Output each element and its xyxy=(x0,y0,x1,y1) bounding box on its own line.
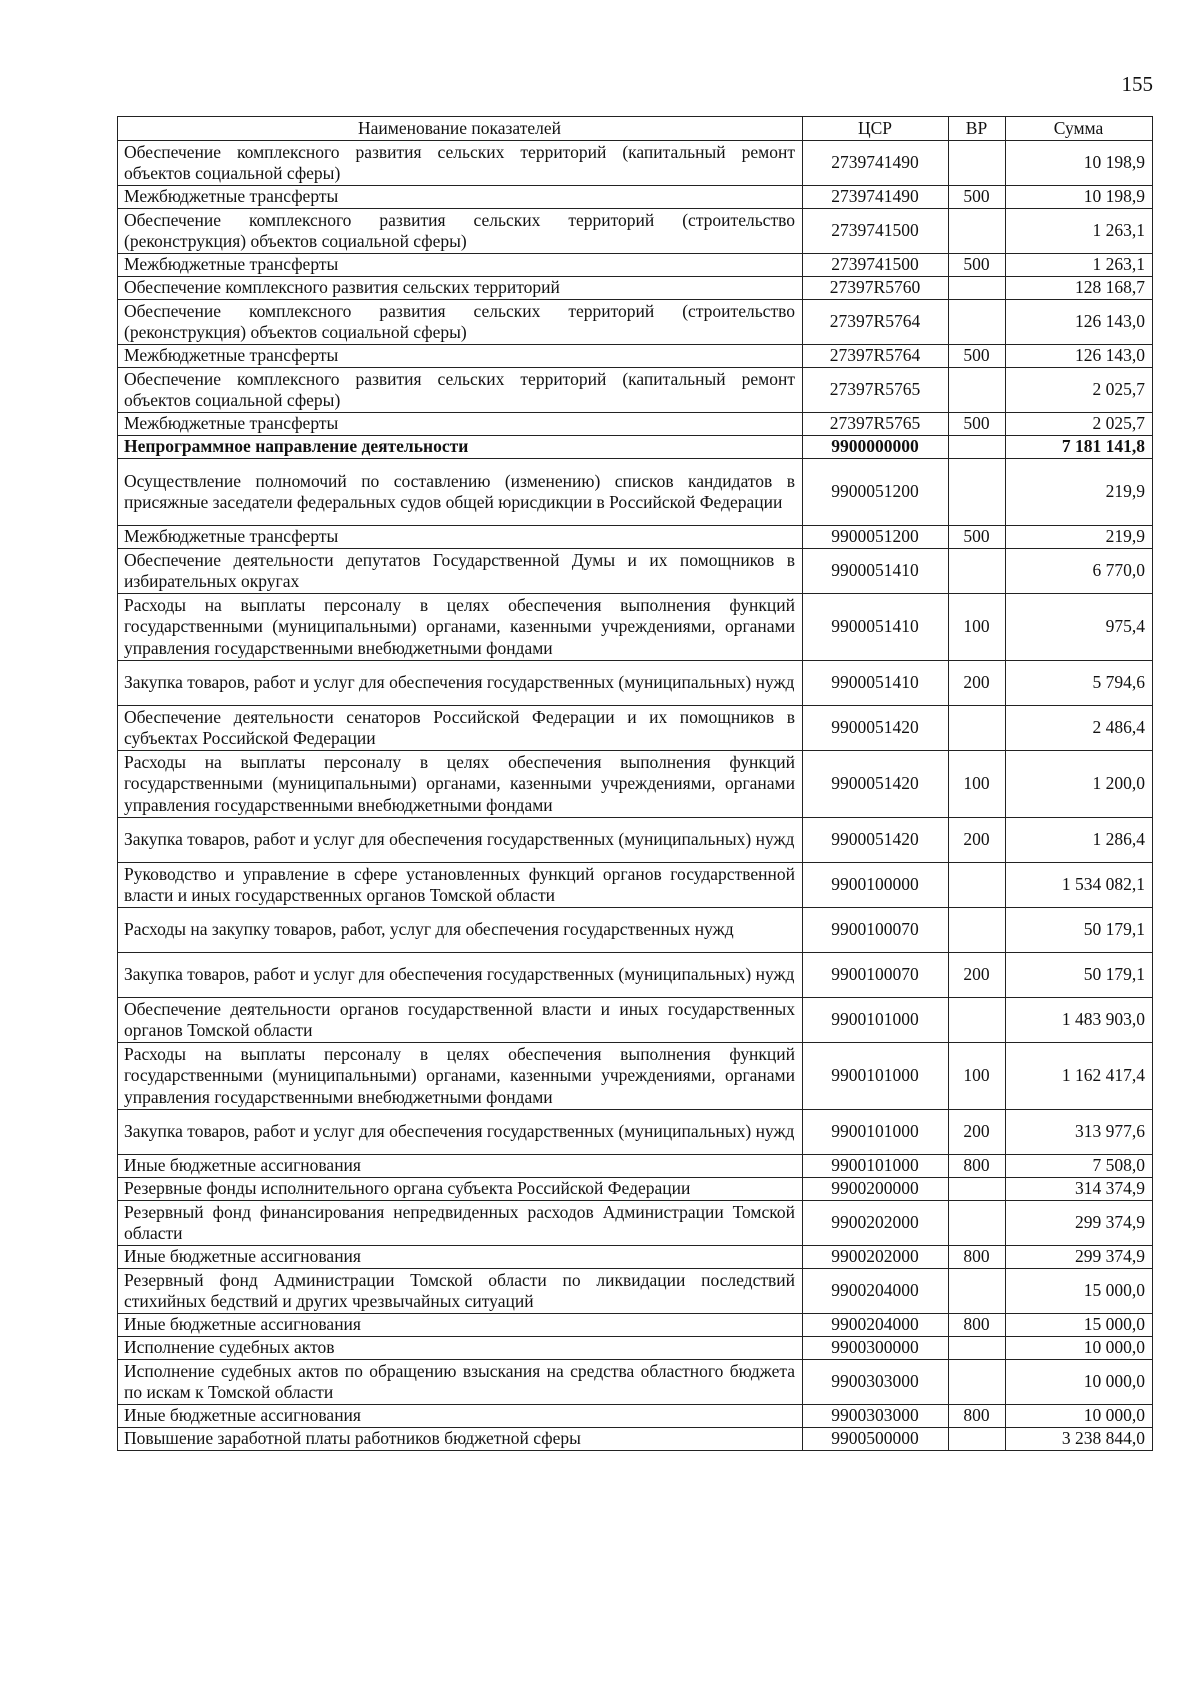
row-name-cell: Иные бюджетные ассигнования xyxy=(118,1314,803,1337)
row-sum-cell: 314 374,9 xyxy=(1006,1178,1153,1201)
table-row xyxy=(118,1269,1153,1314)
row-sum-cell: 128 168,7 xyxy=(1006,277,1153,300)
row-name-cell: Межбюджетные трансферты xyxy=(118,254,803,277)
row-name-cell: Обеспечение комплексного развития сельских территорий xyxy=(118,277,803,300)
table-row xyxy=(118,141,1153,186)
row-name-cell: Межбюджетные трансферты xyxy=(118,526,803,549)
row-sum-cell: 1 286,4 xyxy=(1006,818,1153,863)
row-sum-cell: 7 508,0 xyxy=(1006,1155,1153,1178)
row-name-cell: Исполнение судебных актов по обращению взыскания на средства областного бюджета по искам к Томской области xyxy=(118,1360,803,1405)
row-sum-cell: 10 198,9 xyxy=(1006,141,1153,186)
row-csr-cell: 2739741490 xyxy=(803,186,949,209)
table-row xyxy=(118,526,1153,549)
row-vr-cell: 200 xyxy=(949,661,1006,706)
row-csr-cell: 9900051200 xyxy=(803,526,949,549)
row-name-cell: Осуществление полномочий по составлению (изменению) списков кандидатов в присяжные заседатели федеральных судов общей юрисдикции в Российской Федерации xyxy=(118,459,803,526)
row-csr-cell: 9900101000 xyxy=(803,1110,949,1155)
table-row xyxy=(118,1110,1153,1155)
row-csr-cell: 9900051410 xyxy=(803,661,949,706)
row-name-cell: Непрограммное направление деятельности xyxy=(118,436,803,459)
row-csr-cell: 9900051200 xyxy=(803,459,949,526)
row-vr-cell xyxy=(949,459,1006,526)
row-vr-cell xyxy=(949,1201,1006,1246)
table-row xyxy=(118,345,1153,368)
row-csr-cell: 27397R5764 xyxy=(803,345,949,368)
table-body xyxy=(118,141,1153,1451)
row-vr-cell xyxy=(949,549,1006,594)
table-row xyxy=(118,209,1153,254)
row-name-cell: Иные бюджетные ассигнования xyxy=(118,1405,803,1428)
row-sum-cell: 1 263,1 xyxy=(1006,209,1153,254)
table-row xyxy=(118,1337,1153,1360)
row-vr-cell: 500 xyxy=(949,186,1006,209)
row-sum-cell: 219,9 xyxy=(1006,526,1153,549)
row-vr-cell: 200 xyxy=(949,953,1006,998)
row-csr-cell: 27397R5764 xyxy=(803,300,949,345)
row-name-cell: Резервный фонд Администрации Томской области по ликвидации последствий стихийных бедствий и других чрезвычайных ситуаций xyxy=(118,1269,803,1314)
row-name-cell: Межбюджетные трансферты xyxy=(118,186,803,209)
row-sum-cell: 50 179,1 xyxy=(1006,908,1153,953)
table-row xyxy=(118,863,1153,908)
row-csr-cell: 2739741490 xyxy=(803,141,949,186)
row-name-cell: Обеспечение деятельности органов государственной власти и иных государственных органов Томской области xyxy=(118,998,803,1043)
row-vr-cell xyxy=(949,908,1006,953)
row-sum-cell: 1 162 417,4 xyxy=(1006,1043,1153,1110)
row-sum-cell: 1 534 082,1 xyxy=(1006,863,1153,908)
row-csr-cell: 9900000000 xyxy=(803,436,949,459)
table-row xyxy=(118,186,1153,209)
row-name-cell: Расходы на закупку товаров, работ, услуг для обеспечения государственных нужд xyxy=(118,908,803,953)
row-csr-cell: 27397R5765 xyxy=(803,413,949,436)
row-name-cell: Резервные фонды исполнительного органа субъекта Российской Федерации xyxy=(118,1178,803,1201)
row-name-cell: Закупка товаров, работ и услуг для обеспечения государственных (муниципальных) нужд xyxy=(118,1110,803,1155)
row-name-cell: Закупка товаров, работ и услуг для обеспечения государственных (муниципальных) нужд xyxy=(118,953,803,998)
row-csr-cell: 9900202000 xyxy=(803,1201,949,1246)
row-sum-cell: 975,4 xyxy=(1006,594,1153,661)
row-vr-cell xyxy=(949,209,1006,254)
row-vr-cell: 500 xyxy=(949,413,1006,436)
table-row xyxy=(118,1314,1153,1337)
table-row xyxy=(118,1201,1153,1246)
row-csr-cell: 9900300000 xyxy=(803,1337,949,1360)
row-sum-cell: 2 025,7 xyxy=(1006,368,1153,413)
table-row xyxy=(118,254,1153,277)
table-row xyxy=(118,413,1153,436)
row-vr-cell xyxy=(949,141,1006,186)
row-csr-cell: 9900100000 xyxy=(803,863,949,908)
row-sum-cell: 10 000,0 xyxy=(1006,1405,1153,1428)
row-sum-cell: 1 483 903,0 xyxy=(1006,998,1153,1043)
row-name-cell: Расходы на выплаты персоналу в целях обеспечения выполнения функций государственными (муниципальными) органами, казенными учреждениями, органами управления государственными внебюджетными фондами xyxy=(118,594,803,661)
row-name-cell: Обеспечение комплексного развития сельских территорий (капитальный ремонт объектов социальной сферы) xyxy=(118,368,803,413)
row-sum-cell: 10 000,0 xyxy=(1006,1337,1153,1360)
row-csr-cell: 9900500000 xyxy=(803,1428,949,1451)
table-header-row xyxy=(118,117,1153,141)
row-csr-cell: 9900204000 xyxy=(803,1269,949,1314)
row-vr-cell: 800 xyxy=(949,1246,1006,1269)
row-csr-cell: 9900051410 xyxy=(803,594,949,661)
row-csr-cell: 2739741500 xyxy=(803,254,949,277)
table-row xyxy=(118,706,1153,751)
header-sum: Сумма xyxy=(1006,117,1153,141)
row-sum-cell: 219,9 xyxy=(1006,459,1153,526)
row-sum-cell: 1 263,1 xyxy=(1006,254,1153,277)
row-csr-cell: 9900100070 xyxy=(803,953,949,998)
row-sum-cell: 50 179,1 xyxy=(1006,953,1153,998)
row-vr-cell xyxy=(949,368,1006,413)
table-row xyxy=(118,1155,1153,1178)
row-sum-cell: 2 486,4 xyxy=(1006,706,1153,751)
table-row xyxy=(118,1246,1153,1269)
row-sum-cell: 10 000,0 xyxy=(1006,1360,1153,1405)
row-sum-cell: 1 200,0 xyxy=(1006,751,1153,818)
table-row xyxy=(118,549,1153,594)
row-vr-cell: 200 xyxy=(949,1110,1006,1155)
row-sum-cell: 6 770,0 xyxy=(1006,549,1153,594)
row-vr-cell: 500 xyxy=(949,526,1006,549)
row-name-cell: Резервный фонд финансирования непредвиденных расходов Администрации Томской области xyxy=(118,1201,803,1246)
row-vr-cell: 800 xyxy=(949,1155,1006,1178)
row-vr-cell: 100 xyxy=(949,594,1006,661)
row-vr-cell xyxy=(949,863,1006,908)
row-vr-cell xyxy=(949,998,1006,1043)
budget-table xyxy=(117,116,1153,1451)
table-row xyxy=(118,908,1153,953)
page-number: 155 xyxy=(1121,72,1153,96)
row-vr-cell xyxy=(949,1269,1006,1314)
table-row xyxy=(118,300,1153,345)
table-row xyxy=(118,368,1153,413)
table-row xyxy=(118,277,1153,300)
row-vr-cell: 500 xyxy=(949,254,1006,277)
row-csr-cell: 2739741500 xyxy=(803,209,949,254)
row-name-cell: Обеспечение комплексного развития сельских территорий (строительство (реконструкция) объектов социальной сферы) xyxy=(118,300,803,345)
row-csr-cell: 9900051410 xyxy=(803,549,949,594)
row-sum-cell: 126 143,0 xyxy=(1006,300,1153,345)
row-vr-cell: 100 xyxy=(949,1043,1006,1110)
table-row xyxy=(118,818,1153,863)
row-vr-cell xyxy=(949,1337,1006,1360)
row-sum-cell: 7 181 141,8 xyxy=(1006,436,1153,459)
row-name-cell: Исполнение судебных актов xyxy=(118,1337,803,1360)
table-row xyxy=(118,661,1153,706)
table-row xyxy=(118,1178,1153,1201)
row-vr-cell: 200 xyxy=(949,818,1006,863)
table-row xyxy=(118,1405,1153,1428)
row-name-cell: Повышение заработной платы работников бюджетной сферы xyxy=(118,1428,803,1451)
row-name-cell: Закупка товаров, работ и услуг для обеспечения государственных (муниципальных) нужд xyxy=(118,818,803,863)
row-csr-cell: 9900303000 xyxy=(803,1405,949,1428)
row-csr-cell: 9900200000 xyxy=(803,1178,949,1201)
row-vr-cell xyxy=(949,1360,1006,1405)
table-row xyxy=(118,1043,1153,1110)
row-name-cell: Межбюджетные трансферты xyxy=(118,413,803,436)
row-csr-cell: 9900100070 xyxy=(803,908,949,953)
row-vr-cell xyxy=(949,300,1006,345)
table-row xyxy=(118,1360,1153,1405)
row-vr-cell xyxy=(949,436,1006,459)
row-vr-cell xyxy=(949,1178,1006,1201)
row-csr-cell: 27397R5760 xyxy=(803,277,949,300)
row-csr-cell: 9900202000 xyxy=(803,1246,949,1269)
row-vr-cell: 800 xyxy=(949,1314,1006,1337)
row-sum-cell: 5 794,6 xyxy=(1006,661,1153,706)
row-csr-cell: 9900051420 xyxy=(803,818,949,863)
row-name-cell: Расходы на выплаты персоналу в целях обеспечения выполнения функций государственными (муниципальными) органами, казенными учреждениями, органами управления государственными внебюджетными фондами xyxy=(118,1043,803,1110)
row-vr-cell xyxy=(949,277,1006,300)
table-row xyxy=(118,998,1153,1043)
table-row xyxy=(118,751,1153,818)
row-name-cell: Закупка товаров, работ и услуг для обеспечения государственных (муниципальных) нужд xyxy=(118,661,803,706)
table-row xyxy=(118,953,1153,998)
header-name: Наименование показателей xyxy=(118,117,803,141)
row-vr-cell xyxy=(949,706,1006,751)
row-csr-cell: 27397R5765 xyxy=(803,368,949,413)
row-name-cell: Руководство и управление в сфере установленных функций органов государственной власти и иных государственных органов Томской области xyxy=(118,863,803,908)
row-csr-cell: 9900303000 xyxy=(803,1360,949,1405)
row-csr-cell: 9900051420 xyxy=(803,706,949,751)
row-sum-cell: 299 374,9 xyxy=(1006,1246,1153,1269)
row-name-cell: Обеспечение деятельности депутатов Государственной Думы и их помощников в избирательных округах xyxy=(118,549,803,594)
table-row xyxy=(118,1428,1153,1451)
row-sum-cell: 299 374,9 xyxy=(1006,1201,1153,1246)
row-vr-cell: 500 xyxy=(949,345,1006,368)
row-csr-cell: 9900204000 xyxy=(803,1314,949,1337)
row-sum-cell: 15 000,0 xyxy=(1006,1314,1153,1337)
row-name-cell: Обеспечение комплексного развития сельских территорий (строительство (реконструкция) объектов социальной сферы) xyxy=(118,209,803,254)
header-vr: ВР xyxy=(949,117,1006,141)
row-sum-cell: 3 238 844,0 xyxy=(1006,1428,1153,1451)
row-sum-cell: 10 198,9 xyxy=(1006,186,1153,209)
row-name-cell: Иные бюджетные ассигнования xyxy=(118,1155,803,1178)
row-csr-cell: 9900101000 xyxy=(803,1155,949,1178)
row-name-cell: Обеспечение комплексного развития сельских территорий (капитальный ремонт объектов социальной сферы) xyxy=(118,141,803,186)
row-sum-cell: 15 000,0 xyxy=(1006,1269,1153,1314)
row-name-cell: Межбюджетные трансферты xyxy=(118,345,803,368)
table-row xyxy=(118,459,1153,526)
row-name-cell: Иные бюджетные ассигнования xyxy=(118,1246,803,1269)
row-vr-cell xyxy=(949,1428,1006,1451)
row-sum-cell: 313 977,6 xyxy=(1006,1110,1153,1155)
table-row xyxy=(118,436,1153,459)
row-sum-cell: 126 143,0 xyxy=(1006,345,1153,368)
row-vr-cell: 100 xyxy=(949,751,1006,818)
row-vr-cell: 800 xyxy=(949,1405,1006,1428)
row-csr-cell: 9900051420 xyxy=(803,751,949,818)
header-csr: ЦСР xyxy=(803,117,949,141)
row-csr-cell: 9900101000 xyxy=(803,998,949,1043)
row-csr-cell: 9900101000 xyxy=(803,1043,949,1110)
row-name-cell: Расходы на выплаты персоналу в целях обеспечения выполнения функций государственными (муниципальными) органами, казенными учреждениями, органами управления государственными внебюджетными фондами xyxy=(118,751,803,818)
row-name-cell: Обеспечение деятельности сенаторов Российской Федерации и их помощников в субъектах Российской Федерации xyxy=(118,706,803,751)
row-sum-cell: 2 025,7 xyxy=(1006,413,1153,436)
table-row xyxy=(118,594,1153,661)
